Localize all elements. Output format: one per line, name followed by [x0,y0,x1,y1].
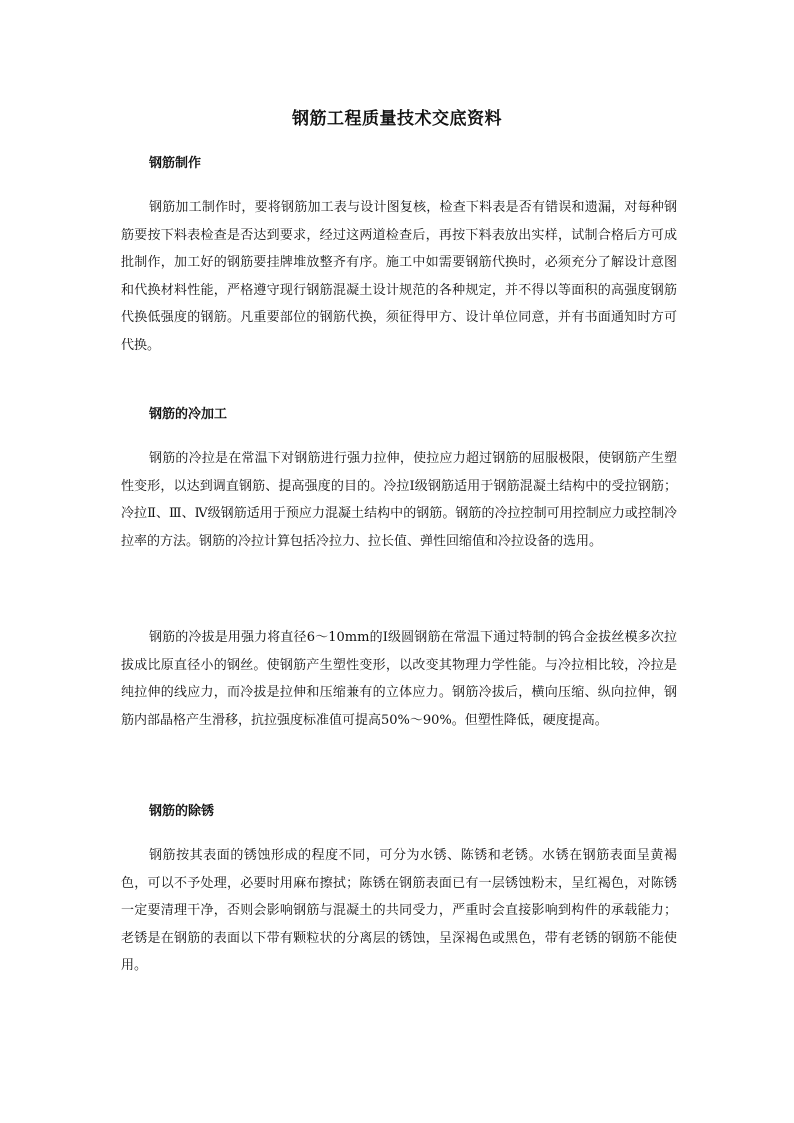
section-body-cold-drawing-wire [121,624,677,734]
section-body-cold-drawing-stretch [121,445,677,555]
section-heading: 钢筋的除锈 [149,804,215,819]
section-heading-cold-working-wrap [121,405,677,425]
section-heading: 钢筋的冷加工 [149,407,228,422]
paragraph: 钢筋的冷拉是在常温下对钢筋进行强力拉伸，使拉应力超过钢筋的屈服极限，使钢筋产生塑性变形，以达到调直钢筋、提高强度的目的。冷拉Ⅰ级钢筋适用于钢筋混凝土结构中的受拉钢筋；冷拉Ⅱ、Ⅲ、Ⅳ级钢筋适用于预应力混凝土结构中的钢筋。钢筋的冷拉控制可用控制应力或控制冷拉率的方法。钢筋的冷拉计算包括冷拉力、拉长值、弹性回缩值和冷拉设备的选用。 [121,451,677,549]
document-title: 钢筋工程质量技术交底资料 [292,109,502,129]
section-heading-fabrication-wrap [121,154,677,174]
section-body-fabrication [121,194,677,359]
section-body-rust-removal [121,842,677,980]
paragraph: 钢筋加工制作时，要将钢筋加工表与设计图复核，检查下料表是否有错误和遗漏，对每种钢筋要按下料表检查是否达到要求，经过这两道检查后，再按下料表放出实样，试制合格后方可成批制作，加工好的钢筋要挂牌堆放整齐有序。施工中如需要钢筋代换时，必须充分了解设计意图和代换材料性能，严格遵守现行钢筋混凝土设计规范的各种规定，并不得以等面积的高强度钢筋代换低强度的钢筋。凡重要部位的钢筋代换，须征得甲方、设计单位同意，并有书面通知时方可代换。 [121,200,677,353]
paragraph: 钢筋的冷拔是用强力将直径6～10mm的Ⅰ级圆钢筋在常温下通过特制的钨合金拔丝模多次拉拔成比原直径小的钢丝。使钢筋产生塑性变形，以改变其物理力学性能。与冷拉相比较，冷拉是纯拉伸的线应力，而冷拔是拉伸和压缩兼有的立体应力。钢筋冷拔后，横向压缩、纵向拉伸，钢筋内部晶格产生滑移，抗拉强度标准值可提高50%～90%。但塑性降低，硬度提高。 [121,630,677,728]
paragraph: 钢筋按其表面的锈蚀形成的程度不同，可分为水锈、陈锈和老锈。水锈在钢筋表面呈黄褐色，可以不予处理，必要时用麻布擦拭；陈锈在钢筋表面已有一层锈蚀粉末，呈红褐色，对陈锈一定要清理干净，否则会影响钢筋与混凝土的共同受力，严重时会直接影响到构件的承载能力；老锈是在钢筋的表面以下带有颗粒状的分离层的锈蚀，呈深褐色或黑色，带有老锈的钢筋不能使用。 [121,848,677,973]
section-heading-rust-removal-wrap [121,802,677,822]
section-heading: 钢筋制作 [149,156,202,171]
